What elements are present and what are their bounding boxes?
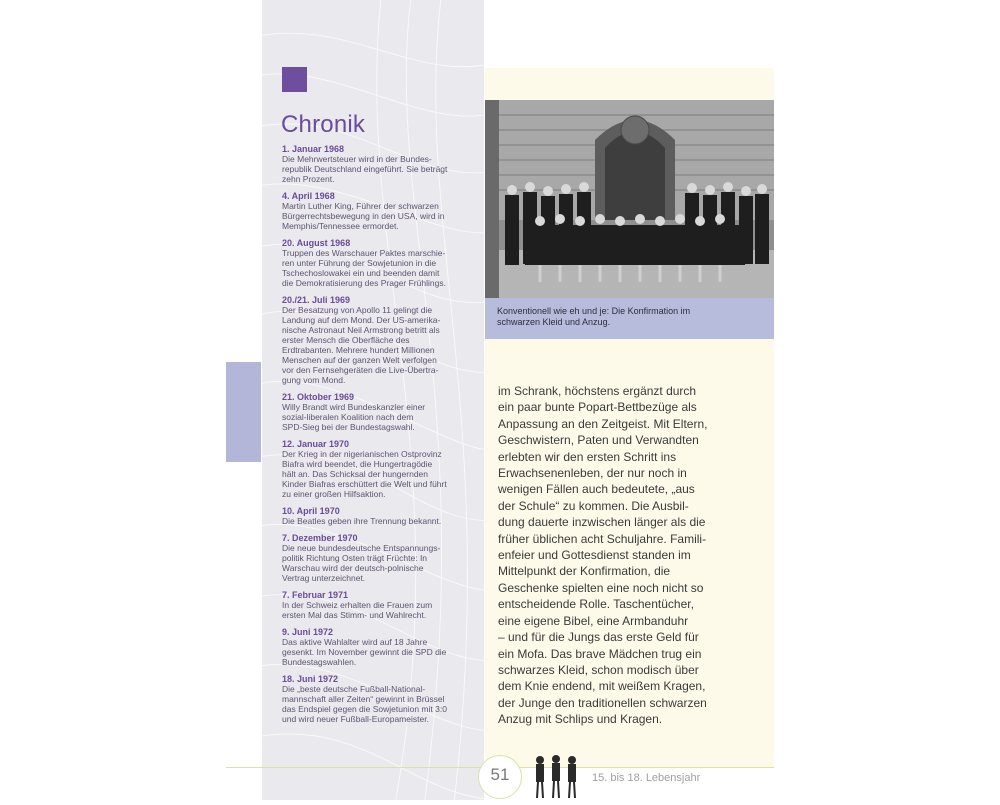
chronik-entry-date: 9. Juni 1972: [282, 627, 334, 637]
chronik-entry-text: Martin Luther King, Führer der schwarzen Bürgerrechtsbewegung in den USA, wird in Memphis/Tennessee ermordet.: [282, 201, 445, 231]
page-number: 51: [490, 765, 510, 784]
chronik-entry: [282, 439, 472, 499]
chronik-entry-text: Der Krieg in der nigerianischen Ostprovinz Biafra wird beendet, die Hungertragödie hält an. Das Schicksal der hungernden Kinder Biafras erschüttert die Welt und führt zu einer großen Hilfsaktion.: [282, 449, 447, 499]
confirmation-photo: [485, 100, 774, 298]
chronik-entry: [282, 295, 472, 385]
chronik-entry-date: 4. April 1968: [282, 191, 335, 201]
chronik-entry-text: Truppen des Warschauer Paktes marschie- ren unter Führung der Sowjetunion in die Tschechoslowakei ein und beenden damit die Demokratisierung des Prager Frühlings.: [282, 248, 446, 288]
chronik-entry-text: Die „beste deutsche Fußball-National- mannschaft aller Zeiten“ gewinnt in Brüssel das Endspiel gegen die Sowjetunion mit 3:0 und wird neuer Fußball-Europameister.: [282, 684, 447, 724]
chronik-entry-date: 20. August 1968: [282, 238, 351, 248]
photo-caption-box: [485, 298, 774, 339]
chronik-entry-date: 1. Januar 1968: [282, 144, 345, 154]
chronik-entry-text: Die neue bundesdeutsche Entspannungs- politik Richtung Osten trägt Früchte: In Warschau wird der deutsch-polnische Vertrag unterzeichnet.: [282, 543, 441, 583]
chronik-entry: [282, 238, 472, 288]
chronik-entry: [282, 627, 472, 667]
chronik-entry-date: 20./21. Juli 1969: [282, 295, 351, 305]
chronik-entry-text: Das aktive Wahlalter wird auf 18 Jahre gesenkt. Im November gewinnt die SPD die Bundestagswahlen.: [282, 637, 447, 667]
accent-square: [282, 67, 307, 92]
photo-caption: Konventionell wie eh und je: Die Konfirmation im schwarzen Kleid und Anzug.: [497, 306, 691, 327]
footer-figures-image: [526, 752, 596, 800]
chronik-entry-date: 12. Januar 1970: [282, 439, 350, 449]
chronik-entry: [282, 392, 472, 432]
chronik-entry-date: 10. April 1970: [282, 506, 340, 516]
chronik-title: Chronik: [281, 111, 366, 138]
chronik-entry: [282, 590, 472, 620]
chronik-entry-text: Die Mehrwertsteuer wird in der Bundes- republik Deutschland eingeführt. Sie beträgt zehn Prozent.: [282, 154, 448, 184]
chronik-entry: [282, 144, 472, 184]
chronik-entry: [282, 506, 472, 526]
chronik-entry-date: 7. Dezember 1970: [282, 533, 358, 543]
chronik-entry: [282, 533, 472, 583]
chronik-entry-text: Willy Brandt wird Bundeskanzler einer sozial-liberalen Koalition nach dem SPD-Sieg bei der Bundestagswahl.: [282, 402, 426, 432]
chronik-entry: [282, 191, 472, 231]
chronik-entry-date: 7. Februar 1971: [282, 590, 349, 600]
body-text: im Schrank, höchstens ergänzt durch ein paar bunte Popart-Bettbezüge als Anpassung an den Zeitgeist. Mit Eltern, Geschwistern, Paten und Verwandten erlebten wir den ersten Schritt ins Erwachsenenleben, der nur noch in wenigen Fällen auch bedeutete, „aus der Schule“ zu kommen. Die Ausbil- dung dauerte inzwischen länger als die früher üblichen acht Schuljahre. Famili- enfeier und Gottesdienst standen im Mittelpunkt der Konfirmation, die Geschenke spielten eine noch nicht so entscheidende Rolle. Taschentücher, eine eigene Bibel, eine Armbanduhr – und für die Jungs das erste Geld für ein Mofa. Das brave Mädchen trug ein schwarzes Kleid, schon modisch über dem Knie endend, mit weißem Kragen, der Junge den traditionellen schwarzen Anzug mit Schlips und Kragen.: [498, 384, 708, 727]
page-edge-tab: [226, 362, 261, 462]
chronik-entry-date: 18. Juni 1972: [282, 674, 339, 684]
chronik-entry: [282, 674, 472, 724]
chronik-list: [282, 144, 472, 731]
chronik-entry-text: In der Schweiz erhalten die Frauen zum ersten Mal das Stimm- und Wahlrecht.: [282, 600, 433, 620]
chronik-entry-date: 21. Oktober 1969: [282, 392, 355, 402]
chapter-label: 15. bis 18. Lebensjahr: [592, 772, 701, 784]
chronik-entry-text: Die Beatles geben ihre Trennung bekannt.: [282, 516, 442, 526]
chronik-entry-text: Der Besatzung von Apollo 11 gelingt die Landung auf dem Mond. Der US-amerika- nische Astronaut Neil Armstrong betritt als erster Mensch die Oberfläche des Erdtrabanten. Mehrere hundert Millionen Menschen auf der ganzen Welt verfolgen vor den Fernsehgeräten die Live-Übertra- gung vom Mond.: [282, 305, 441, 385]
